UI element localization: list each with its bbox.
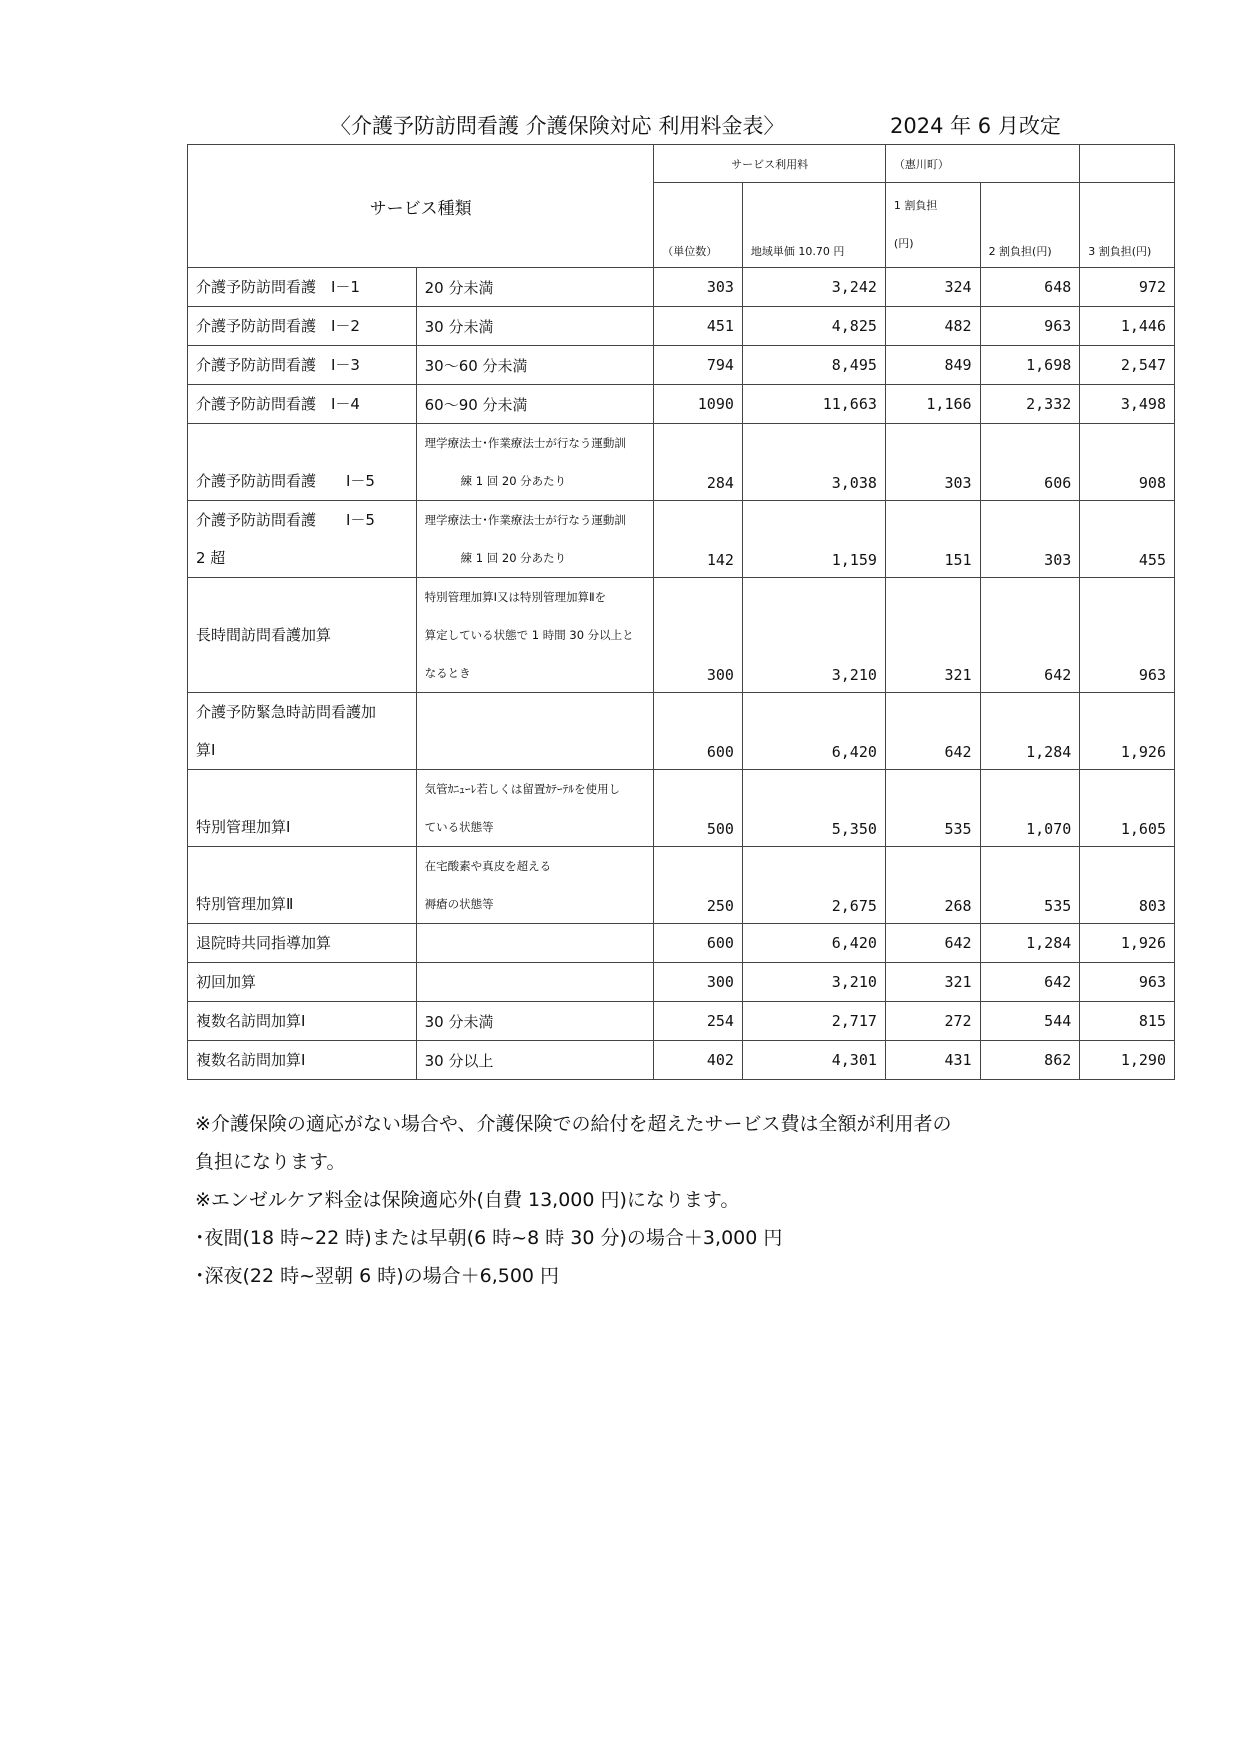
- cell-b3: 815: [1080, 1002, 1175, 1041]
- header-burden1-line1: 1 割負担: [893, 199, 938, 212]
- cell-b1: 849: [885, 346, 980, 385]
- table-row: [188, 307, 1175, 346]
- header-units: （単位数）: [654, 183, 743, 268]
- cell-b1: 268: [885, 847, 980, 924]
- cell-b3: 963: [1080, 578, 1175, 693]
- cell-b1: 324: [885, 268, 980, 307]
- cell-b1: 431: [885, 1041, 980, 1080]
- service-name: 複数名訪問加算Ⅰ: [196, 1012, 306, 1030]
- cell-price: 6,420: [742, 693, 885, 770]
- cell-b2: 642: [980, 578, 1080, 693]
- table-row: [188, 346, 1175, 385]
- cell-b2: 1,284: [980, 693, 1080, 770]
- table-row: [188, 924, 1175, 963]
- cell-units: 1090: [654, 385, 743, 424]
- description-line: 理学療法士･作業療法士が行なう運動訓: [424, 436, 626, 450]
- description-cell: [416, 424, 654, 501]
- note-line: ※介護保険の適応がない場合や、介護保険での給付を超えたサービス費は全額が利用者の: [195, 1113, 952, 1135]
- cell-price: 11,663: [742, 385, 885, 424]
- description-cell: [416, 385, 654, 424]
- service-name-cell: [188, 385, 417, 424]
- header-service-fee: サービス利用料: [654, 145, 886, 183]
- cell-b2: 963: [980, 307, 1080, 346]
- cell-units: 600: [654, 693, 743, 770]
- cell-b3: 3,498: [1080, 385, 1175, 424]
- service-name-cell: [188, 501, 417, 578]
- table-row: [188, 501, 1175, 578]
- cell-price: 5,350: [742, 770, 885, 847]
- cell-units: 300: [654, 963, 743, 1002]
- description-line: 在宅酸素や真皮を超える: [424, 859, 552, 873]
- service-name: 介護予防緊急時訪問看護加: [196, 703, 377, 721]
- cell-b2: 2,332: [980, 385, 1080, 424]
- header-burden2: 2 割負担(円): [980, 183, 1080, 268]
- service-name-line2: 算Ⅰ: [196, 741, 216, 759]
- service-name-cell: [188, 424, 417, 501]
- description-line: 30 分未満: [424, 1012, 494, 1031]
- description-line: 20 分未満: [424, 278, 494, 297]
- cell-b1: 151: [885, 501, 980, 578]
- service-name-line2: 特別管理加算Ⅰ: [196, 818, 291, 836]
- cell-b3: 1,926: [1080, 924, 1175, 963]
- service-name-cell: [188, 924, 417, 963]
- cell-price: 6,420: [742, 924, 885, 963]
- description-cell: [416, 307, 654, 346]
- header-burden1-line2: (円): [893, 237, 914, 250]
- service-name-cell: [188, 346, 417, 385]
- cell-b1: 1,166: [885, 385, 980, 424]
- table-row: [188, 847, 1175, 924]
- service-name-cell: [188, 268, 417, 307]
- service-name-cell: [188, 963, 417, 1002]
- description-cell: [416, 963, 654, 1002]
- cell-b3: 972: [1080, 268, 1175, 307]
- description-cell: [416, 693, 654, 770]
- cell-units: 402: [654, 1041, 743, 1080]
- cell-b3: 1,605: [1080, 770, 1175, 847]
- header-burden1: [885, 183, 980, 268]
- cell-b3: 963: [1080, 963, 1175, 1002]
- description-line: 60～90 分未満: [424, 395, 528, 414]
- cell-b2: 648: [980, 268, 1080, 307]
- cell-b1: 321: [885, 578, 980, 693]
- description-cell: [416, 924, 654, 963]
- description-line: 練 1 回 20 分あたり: [460, 474, 567, 488]
- cell-b3: 908: [1080, 424, 1175, 501]
- cell-b3: 803: [1080, 847, 1175, 924]
- header-area-price: 地域単価 10.70 円: [742, 183, 885, 268]
- header-town: （惠川町）: [885, 145, 1079, 183]
- cell-b3: 2,547: [1080, 346, 1175, 385]
- service-name-cell: [188, 847, 417, 924]
- header-blank: [1080, 145, 1175, 183]
- cell-units: 500: [654, 770, 743, 847]
- cell-b2: 303: [980, 501, 1080, 578]
- cell-b3: 1,446: [1080, 307, 1175, 346]
- cell-b1: 272: [885, 1002, 980, 1041]
- cell-b1: 535: [885, 770, 980, 847]
- cell-b2: 1,070: [980, 770, 1080, 847]
- table-row: [188, 1041, 1175, 1080]
- revision-date: 2024 年 6 月改定: [890, 114, 1061, 138]
- cell-units: 303: [654, 268, 743, 307]
- cell-units: 284: [654, 424, 743, 501]
- cell-b1: 642: [885, 924, 980, 963]
- note-line: ･深夜(22 時~翌朝 6 時)の場合＋6,500 円: [195, 1265, 560, 1287]
- description-cell: [416, 578, 654, 693]
- cell-units: 142: [654, 501, 743, 578]
- service-name-cell: [188, 770, 417, 847]
- cell-price: 2,717: [742, 1002, 885, 1041]
- header-row-top: [188, 145, 1175, 183]
- description-line: なるとき: [424, 666, 471, 680]
- service-name-cell: [188, 1002, 417, 1041]
- cell-b2: 1,698: [980, 346, 1080, 385]
- description-line: 気管ｶﾆｭｰﾚ若しくは留置ｶﾃｰﾃﾙを使用し: [424, 782, 621, 796]
- cell-b1: 642: [885, 693, 980, 770]
- cell-b3: 1,290: [1080, 1041, 1175, 1080]
- cell-units: 300: [654, 578, 743, 693]
- header-service-type: サービス種類: [188, 145, 654, 268]
- cell-price: 8,495: [742, 346, 885, 385]
- cell-price: 3,242: [742, 268, 885, 307]
- note-line: 負担になります。: [195, 1151, 346, 1173]
- service-name: 介護予防訪問看護 Ⅰ－4: [196, 395, 360, 413]
- cell-b2: 1,284: [980, 924, 1080, 963]
- table-row: [188, 385, 1175, 424]
- cell-b3: 455: [1080, 501, 1175, 578]
- description-line: 練 1 回 20 分あたり: [460, 551, 567, 565]
- cell-b2: 544: [980, 1002, 1080, 1041]
- cell-b3: 1,926: [1080, 693, 1175, 770]
- fee-table: [187, 144, 1175, 1080]
- description-line: 理学療法士･作業療法士が行なう運動訓: [424, 513, 626, 527]
- description-line: 30～60 分未満: [424, 356, 528, 375]
- cell-units: 600: [654, 924, 743, 963]
- service-name: 介護予防訪問看護 Ⅰ－5: [196, 511, 375, 529]
- cell-b1: 482: [885, 307, 980, 346]
- cell-units: 451: [654, 307, 743, 346]
- description-cell: [416, 346, 654, 385]
- service-name-line2: 特別管理加算Ⅱ: [196, 895, 294, 913]
- document-title: 〈介護予防訪問看護 介護保険対応 利用料金表〉: [330, 114, 785, 138]
- cell-units: 254: [654, 1002, 743, 1041]
- service-name-cell: [188, 1041, 417, 1080]
- description-line: 算定している状態で 1 時間 30 分以上と: [424, 628, 634, 642]
- description-line: ている状態等: [424, 820, 494, 834]
- description-line: 褥瘡の状態等: [424, 897, 494, 911]
- description-line: 30 分以上: [424, 1051, 494, 1070]
- cell-units: 250: [654, 847, 743, 924]
- cell-price: 3,038: [742, 424, 885, 501]
- description-cell: [416, 1002, 654, 1041]
- description-cell: [416, 501, 654, 578]
- notes: [195, 1105, 952, 1295]
- table-row: [188, 770, 1175, 847]
- note-line: ･夜間(18 時~22 時)または早朝(6 時~8 時 30 分)の場合＋3,000 円: [195, 1227, 783, 1249]
- table-row: [188, 963, 1175, 1002]
- service-name: 介護予防訪問看護 Ⅰ－2: [196, 317, 360, 335]
- table-row: [188, 424, 1175, 501]
- cell-b2: 862: [980, 1041, 1080, 1080]
- service-name-cell: [188, 693, 417, 770]
- cell-price: 4,825: [742, 307, 885, 346]
- table-row: [188, 268, 1175, 307]
- service-name: 複数名訪問加算Ⅰ: [196, 1051, 306, 1069]
- cell-b2: 606: [980, 424, 1080, 501]
- service-name-line2: 介護予防訪問看護 Ⅰ－5: [196, 472, 375, 490]
- cell-b1: 321: [885, 963, 980, 1002]
- description-cell: [416, 847, 654, 924]
- header-burden3: 3 割負担(円): [1080, 183, 1175, 268]
- table-row: [188, 578, 1175, 693]
- description-line: 特別管理加算Ⅰ又は特別管理加算Ⅱを: [424, 590, 607, 604]
- cell-b2: 535: [980, 847, 1080, 924]
- table-row: [188, 693, 1175, 770]
- cell-b2: 642: [980, 963, 1080, 1002]
- description-cell: [416, 268, 654, 307]
- description-line: 30 分未満: [424, 317, 494, 336]
- cell-b1: 303: [885, 424, 980, 501]
- service-name: 初回加算: [196, 973, 257, 991]
- cell-price: 3,210: [742, 578, 885, 693]
- service-name-line2: 2 超: [196, 549, 226, 567]
- cell-price: 4,301: [742, 1041, 885, 1080]
- cell-price: 3,210: [742, 963, 885, 1002]
- service-name-cell: [188, 307, 417, 346]
- service-name: 長時間訪問看護加算: [196, 626, 332, 644]
- cell-units: 794: [654, 346, 743, 385]
- cell-price: 1,159: [742, 501, 885, 578]
- table-row: [188, 1002, 1175, 1041]
- description-cell: [416, 1041, 654, 1080]
- service-name: 介護予防訪問看護 Ⅰ－3: [196, 356, 360, 374]
- description-cell: [416, 770, 654, 847]
- cell-price: 2,675: [742, 847, 885, 924]
- service-name: 退院時共同指導加算: [196, 934, 332, 952]
- service-name-cell: [188, 578, 417, 693]
- service-name: 介護予防訪問看護 Ⅰ－1: [196, 278, 360, 296]
- note-line: ※エンゼルケア料金は保険適応外(自費 13,000 円)になります。: [195, 1189, 740, 1211]
